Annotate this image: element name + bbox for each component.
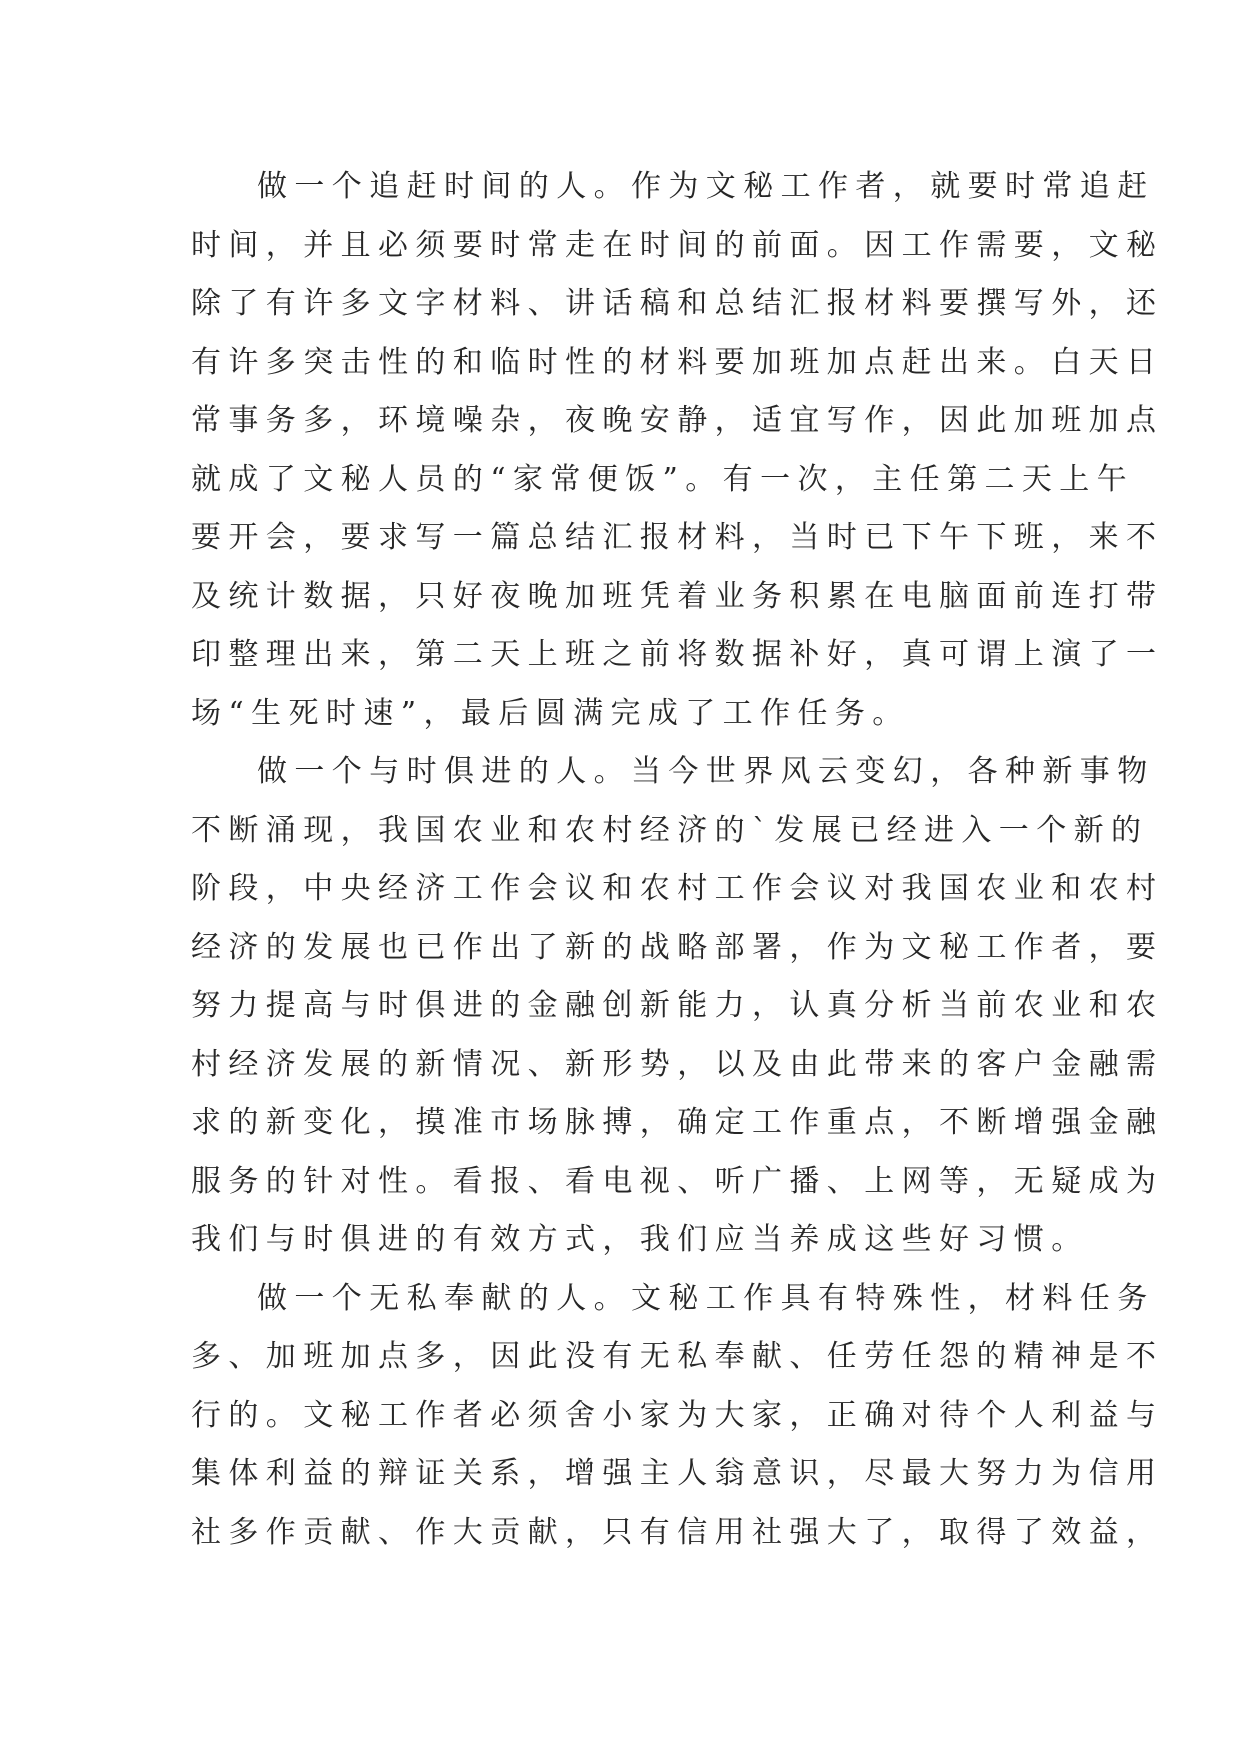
paragraph-line: 集体利益的辩证关系，增强主人翁意识，尽最大努力为信用 bbox=[191, 1456, 1164, 1491]
paragraph-line: 除了有许多文字材料、讲话稿和总结汇报材料要撰写外，还 bbox=[191, 286, 1164, 321]
paragraph-line: 服务的针对性。看报、看电视、听广播、上网等，无疑成为 bbox=[191, 1163, 1164, 1199]
paragraph-line: 要开会，要求写一篇总结汇报材料，当时已下午下班，来不 bbox=[191, 520, 1164, 555]
paragraph-line: 阶段，中央经济工作会议和农村工作会议对我国农业和农村 bbox=[191, 871, 1164, 906]
paragraph-line: 行的。文秘工作者必须舍小家为大家，正确对待个人利益与 bbox=[191, 1397, 1164, 1433]
paragraph-line: 做一个无私奉献的人。文秘工作具有特殊性，材料任务 bbox=[257, 1280, 1155, 1316]
paragraph-line: 社多作贡献、作大贡献，只有信用社强大了，取得了效益， bbox=[191, 1514, 1164, 1550]
paragraph-line: 及统计数据，只好夜晚加班凭着业务积累在电脑面前连打带 bbox=[191, 578, 1164, 614]
paragraph-line: 我们与时俱进的有效方式，我们应当养成这些好习惯。 bbox=[191, 1222, 1089, 1257]
paragraph-line: 经济的发展也已作出了新的战略部署，作为文秘工作者，要 bbox=[191, 929, 1164, 965]
paragraph-line: 做一个与时俱进的人。当今世界风云变幻，各种新事物 bbox=[257, 754, 1155, 789]
paragraph-line: 场“生死时速”，最后圆满完成了工作任务。 bbox=[191, 695, 910, 731]
paragraph-line: 常事务多，环境噪杂，夜晚安静，适宜写作，因此加班加点 bbox=[191, 403, 1164, 438]
paragraph-advance-with-times bbox=[191, 743, 1164, 1270]
paragraph-line: 村经济发展的新情况、新形势，以及由此带来的客户金融需 bbox=[191, 1046, 1164, 1082]
paragraph-line: 就成了文秘人员的“家常便饭”。有一次，主任第二天上午 bbox=[191, 461, 1135, 497]
paragraph-line: 多、加班加点多，因此没有无私奉献、任劳任怨的精神是不 bbox=[191, 1339, 1164, 1374]
paragraph-line: 不断涌现，我国农业和农村经济的`发展已经进入一个新的 bbox=[191, 812, 1149, 848]
document-body bbox=[191, 158, 1164, 1562]
paragraph-line: 努力提高与时俱进的金融创新能力，认真分析当前农业和农 bbox=[191, 988, 1164, 1023]
paragraph-line: 求的新变化，摸准市场脉搏，确定工作重点，不断增强金融 bbox=[191, 1105, 1164, 1140]
paragraph-keep-up-with-time bbox=[191, 158, 1164, 743]
paragraph-line: 做一个追赶时间的人。作为文秘工作者，就要时常追赶 bbox=[257, 169, 1155, 204]
paragraph-line: 印整理出来，第二天上班之前将数据补好，真可谓上演了一 bbox=[191, 637, 1164, 672]
paragraph-line: 有许多突击性的和临时性的材料要加班加点赶出来。白天日 bbox=[191, 344, 1164, 380]
paragraph-line: 时间，并且必须要时常走在时间的前面。因工作需要，文秘 bbox=[191, 227, 1164, 263]
paragraph-selfless-dedication bbox=[191, 1270, 1164, 1563]
